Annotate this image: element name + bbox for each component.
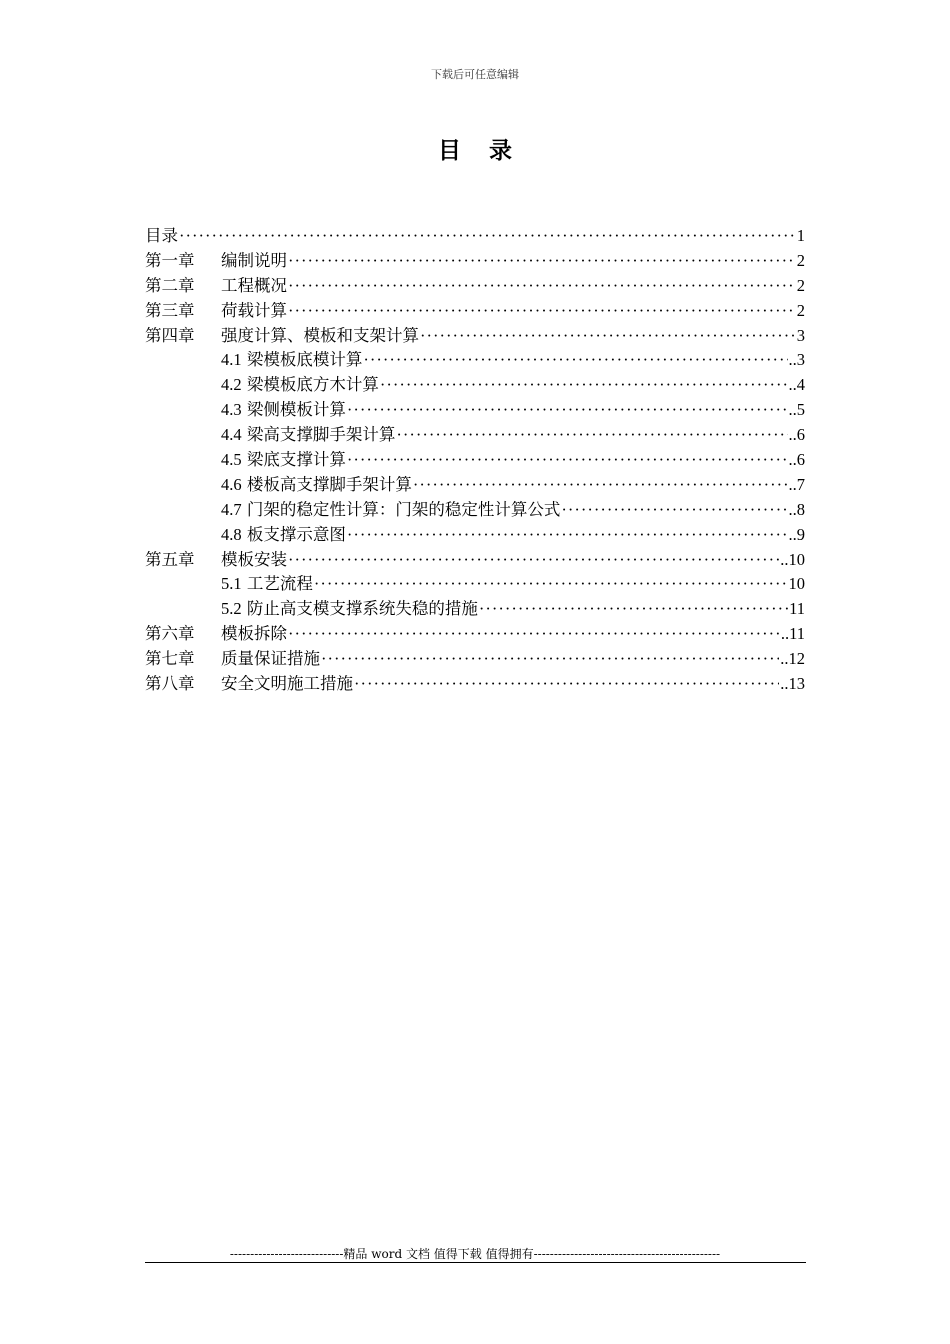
- toc-entry-label: [221, 423, 395, 448]
- toc-page-number: ..12: [780, 649, 805, 669]
- toc-entry[interactable]: [145, 672, 805, 697]
- toc-dot-leader: [396, 423, 787, 448]
- toc-entry[interactable]: [145, 597, 805, 622]
- toc-chapter-number: 第八章: [145, 674, 195, 694]
- toc-page-number: 1: [796, 226, 805, 245]
- toc-entry-label: [221, 348, 362, 373]
- table-of-contents: [145, 224, 805, 697]
- toc-chapter-number: 第一章: [145, 250, 195, 270]
- toc-dot-leader: [347, 523, 788, 548]
- toc-dot-leader: [179, 224, 796, 249]
- toc-dot-leader: [479, 597, 788, 622]
- toc-page-number: 11: [789, 599, 805, 619]
- toc-entry[interactable]: [145, 622, 805, 647]
- toc-section-number: 4.1: [221, 350, 242, 370]
- toc-entry-label: 工程概况: [221, 275, 287, 295]
- toc-entry-label: [221, 498, 560, 523]
- toc-entry[interactable]: [145, 324, 805, 349]
- toc-chapter-number: 第二章: [145, 275, 195, 295]
- toc-section-title: 梁高支撑脚手架计算: [246, 425, 396, 445]
- toc-section-number: 5.1: [221, 574, 242, 594]
- toc-dot-leader: [347, 448, 788, 473]
- toc-section-number: 4.6: [221, 474, 242, 494]
- toc-page-number: ..7: [788, 474, 805, 494]
- toc-entry-label: [221, 448, 346, 473]
- toc-section-title: 楼板高支撑脚手架计算: [246, 474, 412, 494]
- page-header: 下载后可任意编辑: [431, 68, 519, 81]
- toc-entry-label: 安全文明施工措施: [221, 674, 353, 694]
- toc-dot-leader: [288, 548, 779, 573]
- toc-entry[interactable]: [145, 473, 805, 498]
- toc-section-title: 梁模板底方木计算: [246, 375, 379, 395]
- toc-section-title: 梁模板底模计算: [246, 350, 363, 370]
- toc-entry[interactable]: [145, 498, 805, 523]
- toc-section-number: 5.2: [221, 599, 242, 619]
- page-footer: ----------------------------精品 word 文档 值得下载 值得拥有----------------------------------------------: [229, 1247, 721, 1261]
- toc-entry[interactable]: [145, 423, 805, 448]
- toc-page-number: ..11: [780, 624, 805, 644]
- toc-dot-leader: [288, 249, 796, 274]
- toc-entry-label: 目录: [145, 226, 178, 245]
- toc-entry-label: 模板拆除: [221, 624, 287, 644]
- toc-page-number: ..8: [788, 499, 805, 519]
- toc-entry-label: [221, 597, 478, 622]
- toc-section-number: 4.5: [221, 450, 242, 470]
- toc-section-number: 4.8: [221, 524, 242, 544]
- toc-chapter-number: 第六章: [145, 624, 195, 644]
- toc-dot-leader: [288, 622, 780, 647]
- toc-dot-leader: [314, 572, 788, 597]
- toc-page-number: ..3: [788, 350, 805, 370]
- toc-section-title: 梁侧模板计算: [246, 400, 346, 420]
- toc-entry-label: 质量保证措施: [221, 649, 320, 669]
- toc-section-number: 4.4: [221, 425, 242, 445]
- toc-dot-leader: [420, 324, 796, 349]
- toc-page-number: 2: [796, 275, 805, 295]
- toc-chapter-number: 第七章: [145, 649, 195, 669]
- toc-entry[interactable]: [145, 448, 805, 473]
- toc-page-number: 2: [796, 250, 805, 270]
- toc-entry[interactable]: [145, 348, 805, 373]
- toc-entry-label: 编制说明: [221, 250, 287, 270]
- toc-entry-label: [221, 473, 412, 498]
- toc-dot-leader: [380, 373, 788, 398]
- toc-section-number: 4.2: [221, 375, 242, 395]
- toc-entry[interactable]: [145, 274, 805, 299]
- toc-entry[interactable]: [145, 224, 805, 249]
- toc-entry[interactable]: [145, 373, 805, 398]
- toc-page-number: 3: [796, 325, 805, 345]
- toc-page-number: ..9: [788, 524, 805, 544]
- toc-entry-label: 荷载计算: [221, 300, 287, 320]
- toc-entry[interactable]: [145, 572, 805, 597]
- toc-section-title: 防止高支模支撑系统失稳的措施: [246, 599, 478, 619]
- toc-dot-leader: [561, 498, 787, 523]
- toc-dot-leader: [354, 672, 779, 697]
- toc-page-number: ..6: [788, 425, 805, 445]
- toc-entry[interactable]: [145, 249, 805, 274]
- footer-divider: [145, 1262, 806, 1263]
- toc-entry-label: [221, 373, 379, 398]
- toc-rows: [145, 224, 805, 697]
- toc-dot-leader: [288, 299, 796, 324]
- toc-dot-leader: [363, 348, 787, 373]
- toc-entry[interactable]: [145, 299, 805, 324]
- toc-chapter-number: 第三章: [145, 300, 195, 320]
- toc-dot-leader: [413, 473, 788, 498]
- toc-chapter-number: 第五章: [145, 549, 195, 569]
- toc-page-number: 2: [796, 300, 805, 320]
- toc-page-number: ..5: [788, 400, 805, 420]
- toc-entry[interactable]: [145, 523, 805, 548]
- toc-dot-leader: [321, 647, 779, 672]
- toc-section-title: 门架的稳定性计算：门架的稳定性计算公式: [246, 499, 561, 519]
- toc-page-number: 10: [788, 574, 805, 594]
- toc-section-title: 梁底支撑计算: [246, 450, 346, 470]
- toc-dot-leader: [288, 274, 796, 299]
- toc-entry-label: [221, 523, 346, 548]
- toc-entry[interactable]: [145, 398, 805, 423]
- toc-dot-leader: [347, 398, 788, 423]
- toc-entry-label: [221, 398, 346, 423]
- toc-page-number: ..13: [780, 674, 805, 694]
- toc-chapter-number: 第四章: [145, 325, 195, 345]
- page-title: 目 录: [437, 137, 522, 164]
- toc-entry-label: [221, 572, 313, 597]
- toc-page-number: ..4: [788, 375, 805, 395]
- toc-entry-label: 强度计算、模板和支架计算: [221, 325, 419, 345]
- toc-page-number: ..6: [788, 450, 805, 470]
- toc-section-title: 工艺流程: [246, 574, 313, 594]
- toc-entry[interactable]: [145, 548, 805, 573]
- toc-entry-label: 模板安装: [221, 549, 287, 569]
- toc-page-number: ..10: [780, 549, 805, 569]
- toc-section-number: 4.7: [221, 499, 242, 519]
- toc-entry[interactable]: [145, 647, 805, 672]
- toc-section-number: 4.3: [221, 400, 242, 420]
- toc-section-title: 板支撑示意图: [246, 524, 346, 544]
